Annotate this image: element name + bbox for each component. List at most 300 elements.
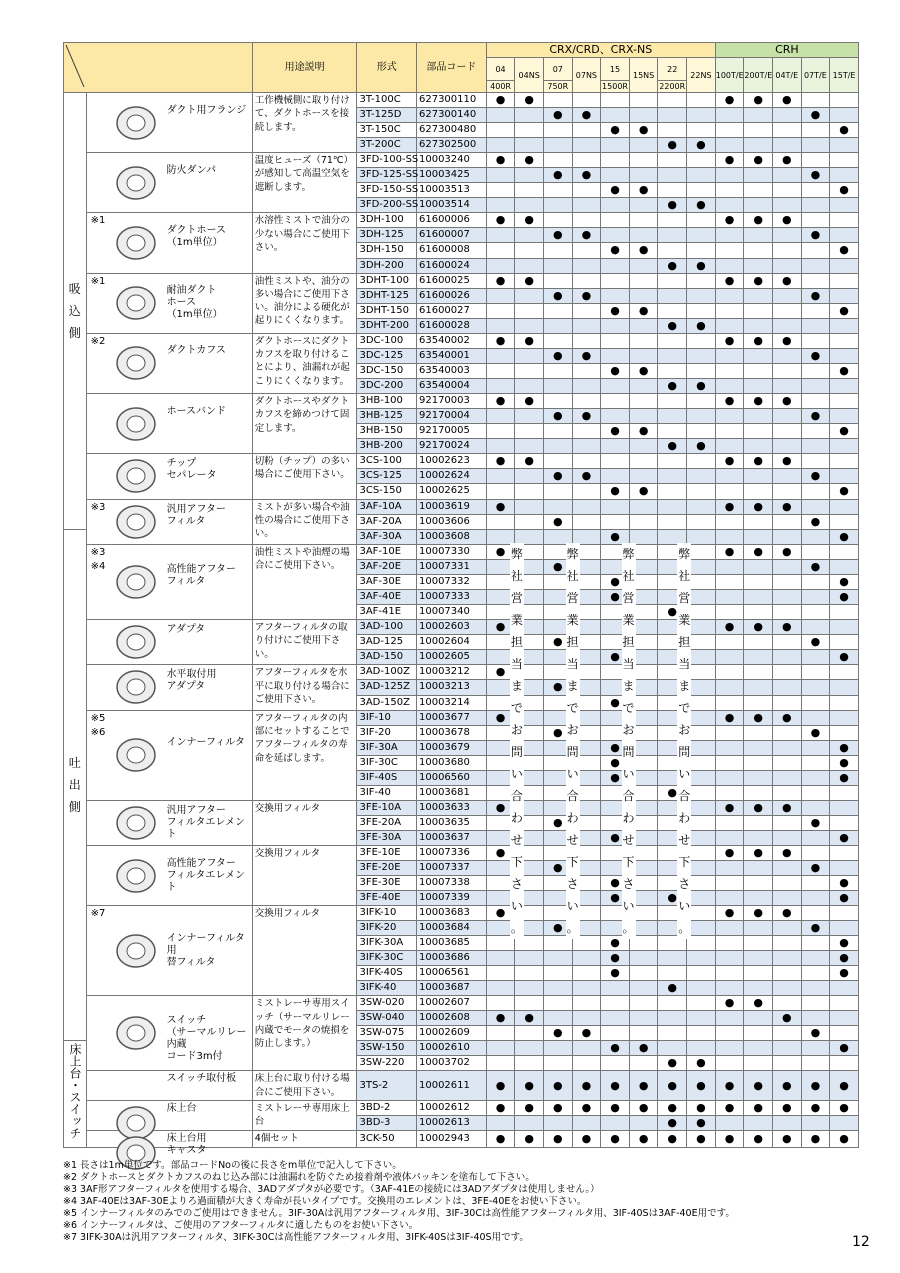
usage-description: ミストレーサ専用床上台 [252,1100,357,1131]
empty-cell [830,258,859,273]
empty-cell [543,1011,572,1026]
dot: ● [830,891,859,906]
footnote: ※1 長さは1m単位です。部品コードNoの後に長さをm単位で記入して下さい。 [63,1160,402,1171]
empty-cell [830,348,859,363]
empty-cell [543,484,572,499]
empty-cell [772,1041,801,1056]
empty-cell [687,168,716,183]
dot: ● [715,1071,744,1101]
contact-note-char: 営 [678,591,691,606]
code-cell: 63540004 [416,378,486,393]
empty-cell [830,499,859,514]
empty-cell [830,318,859,333]
afterfilter-icon [113,502,159,547]
empty-cell [830,198,859,213]
empty-cell [629,1116,658,1131]
dot: ● [687,378,716,393]
code-cell: 61600026 [416,288,486,303]
empty-cell [687,514,716,529]
model-cell: 3HB-100 [357,393,417,408]
code-cell: 10002623 [416,454,486,469]
empty-cell [715,514,744,529]
contact-note-char: さ [678,877,691,892]
dot: ● [687,138,716,153]
empty-cell [572,484,601,499]
empty-cell [629,529,658,544]
empty-cell [543,378,572,393]
empty-cell [572,514,601,529]
empty-cell [772,680,801,695]
contact-note-char: 弊 [566,547,579,562]
empty-cell [772,529,801,544]
contact-note-char: ま [510,679,523,694]
empty-cell [715,635,744,650]
dot: ● [715,93,744,108]
empty-cell [629,93,658,108]
empty-cell [486,318,515,333]
dot: ● [543,635,572,650]
contact-note-char: 当 [622,657,635,672]
empty-cell [715,408,744,423]
model-cell: 3HB-150 [357,424,417,439]
empty-cell [744,1026,773,1041]
model-cell: 3IFK-10 [357,906,417,921]
empty-cell [486,348,515,363]
empty-cell [629,333,658,348]
empty-cell [744,650,773,665]
empty-cell [629,514,658,529]
empty-cell [830,680,859,695]
empty-cell [801,1056,830,1071]
empty-cell [543,1056,572,1071]
empty-cell [830,108,859,123]
contact-note-char: 問 [678,745,691,760]
empty-cell [572,529,601,544]
empty-cell [744,378,773,393]
empty-cell [801,830,830,845]
empty-cell [687,348,716,363]
code-cell: 10003678 [416,725,486,740]
empty-cell [772,469,801,484]
element-icon [113,803,159,848]
empty-cell [830,635,859,650]
table-row [64,93,859,108]
empty-cell [658,153,687,168]
empty-cell [572,1011,601,1026]
side-label [64,1041,87,1148]
damper-icon [113,163,159,208]
dot: ● [486,710,515,725]
empty-cell [543,198,572,213]
contact-note-char: 合 [678,789,691,804]
dot: ● [744,153,773,168]
empty-cell [744,1011,773,1026]
table-row [64,906,859,921]
contact-note-char: わ [566,811,579,826]
empty-cell [658,529,687,544]
dot: ● [658,981,687,996]
model-cell: 3IF-40 [357,785,417,800]
empty-cell [486,1056,515,1071]
empty-cell [830,981,859,996]
model-cell: 3DH-150 [357,243,417,258]
empty-cell [772,740,801,755]
footnote-mark: ※5 ※6 [90,712,106,738]
empty-cell [801,680,830,695]
contact-note-char: い [622,899,635,914]
part-name: 防火ダンパ [166,164,216,176]
model-cell: 3IF-30A [357,740,417,755]
footnote: ※4 3AF-40Eは3AF-30Eよりろ過面積が大きく寿命が長いタイプです。交換用のエレメントは、3FE-40Eをお使い下さい。 [63,1196,587,1207]
empty-cell [543,1041,572,1056]
empty-cell [830,408,859,423]
empty-cell [801,424,830,439]
column-04NS: 04NS [515,58,544,93]
empty-cell [486,183,515,198]
empty-cell [715,123,744,138]
adapter-icon [113,622,159,667]
empty-cell [543,318,572,333]
empty-cell [543,966,572,981]
code-cell: 10003679 [416,740,486,755]
code-cell: 10006561 [416,966,486,981]
empty-cell [601,333,630,348]
empty-cell [687,469,716,484]
empty-cell [772,408,801,423]
dot: ● [830,650,859,665]
empty-cell [801,393,830,408]
usage-description: 油性ミストや油煙の場合にご使用下さい。 [252,544,357,619]
dot: ● [801,228,830,243]
empty-cell [744,981,773,996]
dot: ● [830,123,859,138]
contact-note-char: い [510,899,523,914]
dot: ● [601,755,630,770]
empty-cell [601,1056,630,1071]
empty-cell [801,529,830,544]
empty-cell [715,830,744,845]
empty-cell [830,1116,859,1131]
dot: ● [715,1131,744,1148]
dot: ● [715,1100,744,1115]
empty-cell [515,198,544,213]
dot: ● [830,830,859,845]
empty-cell [486,514,515,529]
empty-cell [830,153,859,168]
contact-note-char: 合 [566,789,579,804]
empty-cell [715,725,744,740]
contact-note-char: い [566,767,579,782]
footnote-mark: ※2 [90,335,106,347]
empty-cell [830,815,859,830]
dot: ● [601,891,630,906]
empty-cell [772,755,801,770]
empty-cell [801,740,830,755]
empty-cell [772,183,801,198]
empty-cell [687,303,716,318]
empty-cell [601,408,630,423]
code-cell: 61600025 [416,273,486,288]
model-cell: 3CS-125 [357,469,417,484]
dot: ● [830,424,859,439]
empty-cell [515,529,544,544]
empty-cell [772,876,801,891]
empty-cell [601,138,630,153]
contact-note-char: 弊 [622,547,635,562]
empty-cell [629,469,658,484]
header-code: 部品コード [416,43,486,93]
empty-cell [715,288,744,303]
code-cell: 63540003 [416,363,486,378]
empty-cell [772,258,801,273]
part-name: インナーフィルタ [166,737,245,749]
empty-cell [629,168,658,183]
empty-cell [772,891,801,906]
contact-note-char: 。 [566,921,579,936]
dot: ● [486,1071,515,1101]
hpelement-icon [113,856,159,901]
code-cell: 10002625 [416,484,486,499]
dot: ● [572,1026,601,1041]
dot: ● [486,846,515,861]
dot: ● [830,303,859,318]
empty-cell [744,921,773,936]
empty-cell [486,408,515,423]
model-cell: 3BD-2 [357,1100,417,1115]
code-cell: 92170004 [416,408,486,423]
dot: ● [772,1071,801,1101]
dot: ● [601,243,630,258]
empty-cell [486,258,515,273]
dot: ● [601,1071,630,1101]
model-cell: 3T-125D [357,108,417,123]
empty-cell [572,363,601,378]
empty-cell [772,243,801,258]
dot: ● [744,213,773,228]
usage-description: 工作機械側に取り付けて、ダクトホースを接続します。 [252,93,357,153]
dot: ● [572,228,601,243]
empty-cell [486,243,515,258]
table-row [64,710,859,725]
empty-cell [830,93,859,108]
column-15: 15 [601,58,630,81]
empty-cell [744,680,773,695]
empty-cell [687,288,716,303]
column-04: 04 [486,58,515,81]
dot: ● [830,529,859,544]
empty-cell [601,1011,630,1026]
empty-cell [572,138,601,153]
dot: ● [801,815,830,830]
empty-cell [515,138,544,153]
dot: ● [801,1131,830,1148]
dot: ● [486,393,515,408]
dot: ● [772,1131,801,1148]
column-100T/E: 100T/E [715,58,744,93]
dot: ● [658,785,687,800]
model-cell: 3AF-41E [357,604,417,619]
dot: ● [772,153,801,168]
empty-cell [543,138,572,153]
part-cell [86,800,252,845]
dot: ● [515,1100,544,1115]
dot: ● [715,499,744,514]
dot: ● [515,454,544,469]
empty-cell [572,123,601,138]
empty-cell [801,258,830,273]
column-07: 07 [543,58,572,81]
part-cell [86,454,252,499]
empty-cell [629,981,658,996]
contact-note-char: 業 [622,613,635,628]
model-cell: 3DH-200 [357,258,417,273]
dot: ● [801,1071,830,1101]
table-row [64,273,859,288]
empty-cell [601,273,630,288]
code-cell: 61600024 [416,258,486,273]
empty-cell [715,243,744,258]
dot: ● [658,604,687,619]
contact-note-char: い [678,767,691,782]
dot: ● [629,424,658,439]
empty-cell [830,604,859,619]
dot: ● [601,1041,630,1056]
contact-note-char: せ [622,833,635,848]
empty-cell [744,123,773,138]
contact-note [510,543,524,939]
footnote: ※6 インナーフィルタは、ご使用のアフターフィルタに適したものをお使い下さい。 [63,1220,419,1231]
dot: ● [772,710,801,725]
dot: ● [572,408,601,423]
empty-cell [801,755,830,770]
model-cell: 3AF-30A [357,529,417,544]
empty-cell [801,213,830,228]
empty-cell [601,348,630,363]
side-label-text: 吐 出 側 [68,755,81,814]
empty-cell [744,861,773,876]
dot: ● [687,439,716,454]
empty-cell [744,303,773,318]
empty-cell [572,243,601,258]
dot: ● [629,484,658,499]
contact-note-char: 業 [510,613,523,628]
dot: ● [772,619,801,634]
code-cell: 10003687 [416,981,486,996]
contact-note-char: 合 [622,789,635,804]
contact-note-char: 担 [622,635,635,650]
usage-description: 交換用フィルタ [252,846,357,906]
part-name: ダクト用フランジ [166,104,247,116]
contact-note-char: で [566,701,579,716]
part-cell [86,153,252,213]
contact-note-char: 担 [566,635,579,650]
switch-icon [113,1013,159,1058]
dot: ● [801,861,830,876]
empty-cell [687,153,716,168]
dot: ● [515,1071,544,1101]
model-cell: 3IF-10 [357,710,417,725]
empty-cell [830,168,859,183]
code-cell: 10003681 [416,785,486,800]
empty-cell [572,454,601,469]
part-name: 高性能アフター フィルタ [166,563,236,587]
dot: ● [572,168,601,183]
contact-note-char: ま [678,679,691,694]
dot: ● [830,876,859,891]
empty-cell [658,469,687,484]
model-cell: 3FD-150-SS [357,183,417,198]
model-cell: 3DHT-100 [357,273,417,288]
empty-cell [658,123,687,138]
empty-cell [515,439,544,454]
model-cell: 3T-150C [357,123,417,138]
empty-cell [744,725,773,740]
dot: ● [715,393,744,408]
dot: ● [772,273,801,288]
empty-cell [687,363,716,378]
code-cell: 10002608 [416,1011,486,1026]
empty-cell [629,966,658,981]
contact-note-char: 問 [622,745,635,760]
empty-cell [543,393,572,408]
code-cell: 92170003 [416,393,486,408]
part-name: 床上台用 キャスタ [166,1133,207,1157]
empty-cell [801,333,830,348]
empty-cell [572,213,601,228]
contact-note-char: せ [678,833,691,848]
empty-cell [830,1026,859,1041]
empty-cell [772,138,801,153]
empty-cell [744,891,773,906]
part-name: 耐油ダクト ホース （1m単位） [166,285,223,321]
empty-cell [801,363,830,378]
usage-description: ダクトホースにダクトカフスを取り付けることにより、油漏れが起こりにくくなります。 [252,333,357,393]
code-cell: 10003683 [416,906,486,921]
usage-description: 交換用フィルタ [252,906,357,996]
empty-cell [629,198,658,213]
empty-cell [515,981,544,996]
empty-cell [486,1041,515,1056]
empty-cell [830,514,859,529]
empty-cell [744,258,773,273]
empty-cell [515,499,544,514]
empty-cell [801,936,830,951]
empty-cell [543,439,572,454]
contact-note-char: さ [566,877,579,892]
usage-description: 交換用フィルタ [252,800,357,845]
empty-cell [772,318,801,333]
dot: ● [572,469,601,484]
model-cell: 3AD-100Z [357,665,417,680]
contact-note-char: 弊 [678,547,691,562]
dot: ● [801,408,830,423]
code-cell: 10003702 [416,1056,486,1071]
dot: ● [601,529,630,544]
empty-cell [543,529,572,544]
code-cell: 10003680 [416,755,486,770]
dot: ● [801,725,830,740]
dot: ● [543,921,572,936]
empty-cell [715,348,744,363]
model-cell: 3DHT-125 [357,288,417,303]
dot: ● [687,1116,716,1131]
empty-cell [830,695,859,710]
dot: ● [543,680,572,695]
table-row [64,1100,859,1115]
empty-cell [658,514,687,529]
empty-cell [744,514,773,529]
dot: ● [715,153,744,168]
